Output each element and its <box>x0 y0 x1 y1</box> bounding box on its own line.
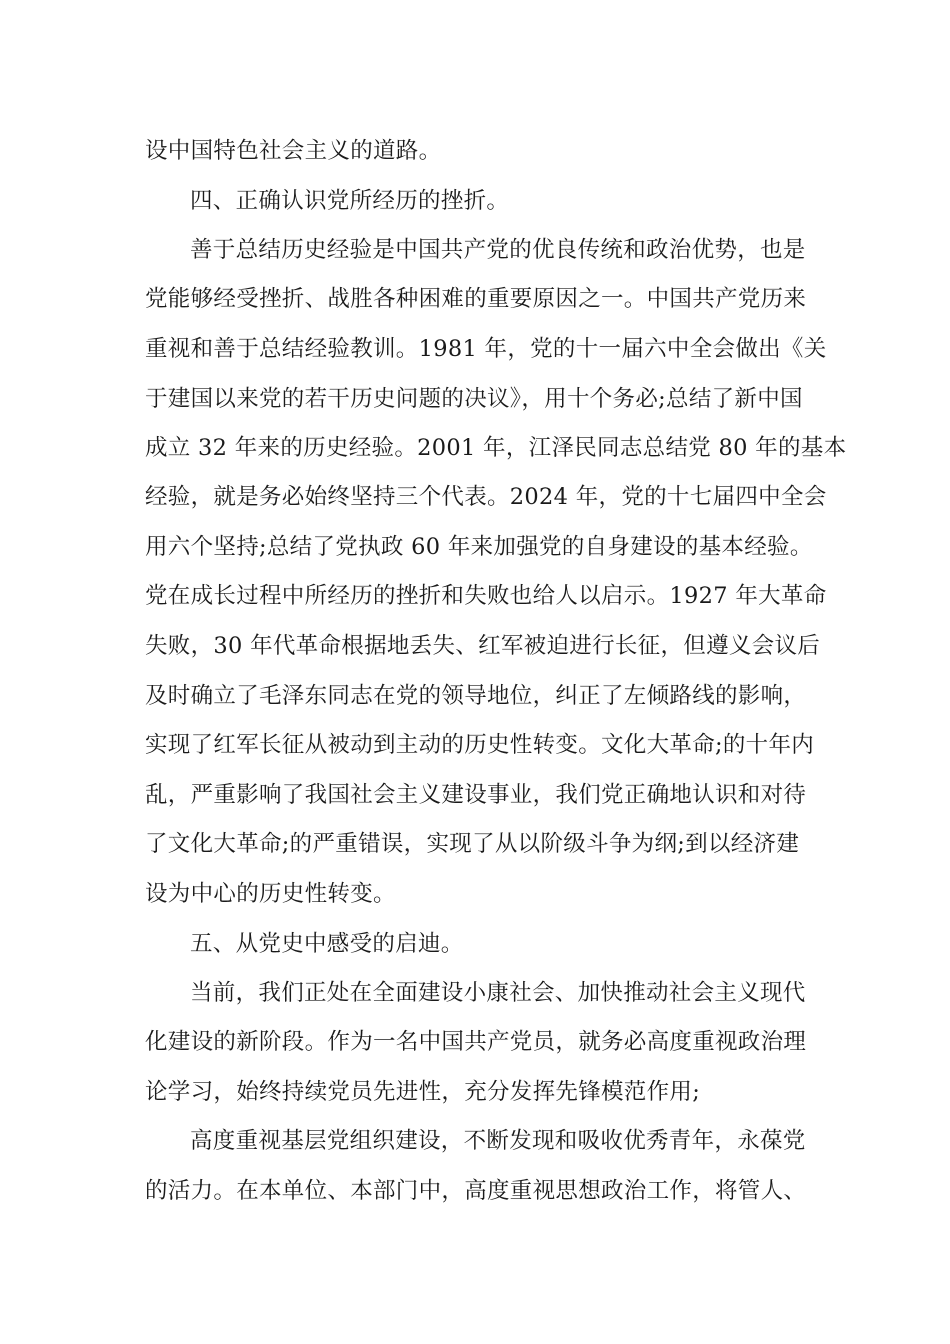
paragraph-line: 失败，30 年代革命根据地丢失、红军被迫进行长征，但遵义会议后 <box>145 633 821 659</box>
paragraph-line: 高度重视基层党组织建设，不断发现和吸收优秀青年，永葆党 <box>190 1128 806 1154</box>
paragraph-line: 了文化大革命;的严重错误，实现了从以阶级斗争为纲;到以经济建 <box>145 831 800 857</box>
paragraph-line: 的活力。在本单位、本部门中，高度重视思想政治工作，将管人、 <box>145 1178 807 1204</box>
paragraph-line: 设为中心的历史性转变。 <box>145 881 396 907</box>
paragraph-line: 善于总结历史经验是中国共产党的优良传统和政治优势，也是 <box>190 237 806 263</box>
paragraph-line: 用六个坚持;总结了党执政 60 年来加强党的自身建设的基本经验。 <box>145 534 813 560</box>
paragraph-line: 乱，严重影响了我国社会主义建设事业，我们党正确地认识和对待 <box>145 782 807 808</box>
paragraph-line: 党在成长过程中所经历的挫折和失败也给人以启示。1927 年大革命 <box>145 583 827 609</box>
paragraph-line: 化建设的新阶段。作为一名中国共产党员，就务必高度重视政治理 <box>145 1029 807 1055</box>
paragraph-line: 及时确立了毛泽东同志在党的领导地位，纠正了左倾路线的影响， <box>145 683 807 709</box>
paragraph-line: 论学习，始终持续党员先进性，充分发挥先锋模范作用; <box>145 1079 701 1105</box>
section-heading-five: 五、从党史中感受的启迪。 <box>190 931 464 957</box>
text-line: 设中国特色社会主义的道路。 <box>145 138 442 164</box>
paragraph-line: 实现了红军长征从被动到主动的历史性转变。文化大革命;的十年内 <box>145 732 815 758</box>
paragraph-line: 经验，就是务必始终坚持三个代表。2024 年，党的十七届四中全会 <box>145 484 827 510</box>
paragraph-line: 于建国以来党的若干历史问题的决议》，用十个务必;总结了新中国 <box>145 386 803 412</box>
section-heading-four: 四、正确认识党所经历的挫折。 <box>190 188 510 214</box>
paragraph-line: 当前，我们正处在全面建设小康社会、加快推动社会主义现代 <box>190 980 806 1006</box>
paragraph-line: 成立 32 年来的历史经验。2001 年，江泽民同志总结党 80 年的基本 <box>145 435 847 461</box>
paragraph-line: 重视和善于总结经验教训。1981 年，党的十一届六中全会做出《关 <box>145 336 827 362</box>
paragraph-line: 党能够经受挫折、战胜各种困难的重要原因之一。中国共产党历来 <box>145 286 807 312</box>
